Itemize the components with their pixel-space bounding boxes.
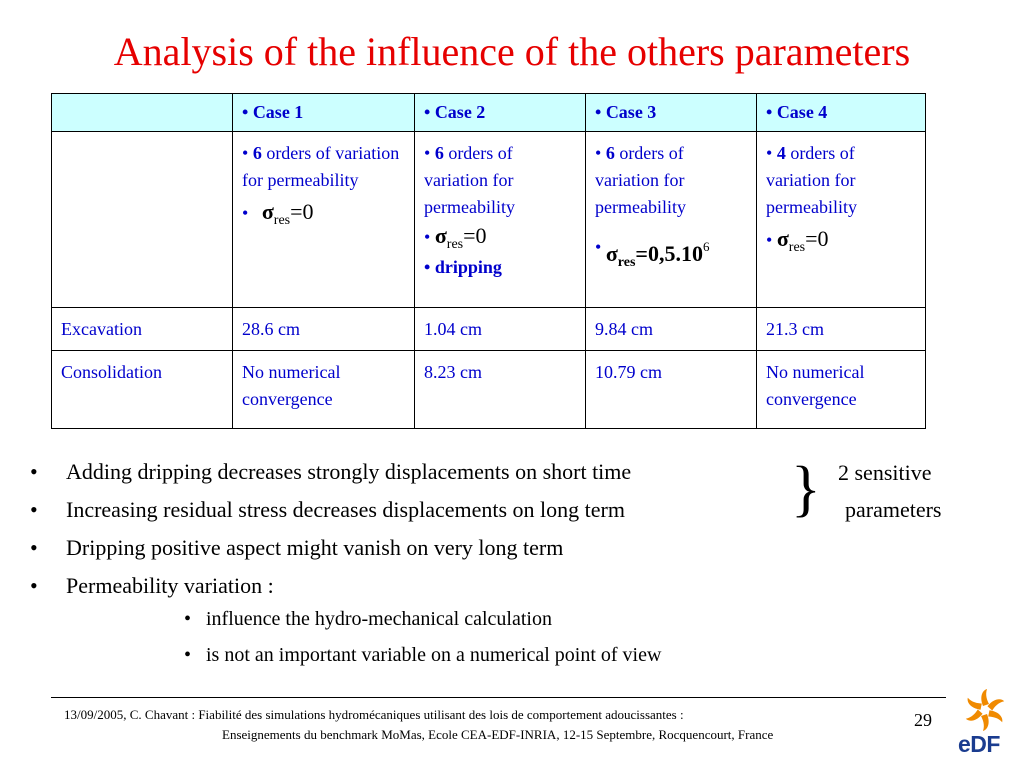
consolidation-case-2: 8.23 cm xyxy=(415,351,586,429)
row-label-excavation: Excavation xyxy=(52,308,233,351)
excavation-case-2: 1.04 cm xyxy=(415,308,586,351)
sensitive-note-line-2: parameters xyxy=(845,497,942,522)
edf-logo-text: eDF xyxy=(958,731,1000,757)
header-case-4: • Case 4 xyxy=(757,94,926,132)
param-case-1: • 6 orders of variation for permeability • $\sigma_{res}=0$ xyxy=(233,132,415,308)
sigma-res-case-1: $\sigma_{res}=0$ xyxy=(261,199,314,228)
dripping-label: dripping xyxy=(434,257,502,277)
row-label-consolidation: Consolidation xyxy=(52,351,233,429)
consolidation-case-3: 10.79 cm xyxy=(586,351,757,429)
sigma-res-case-2: $\sigma_{res}=0$ xyxy=(434,223,487,252)
footer-line-1: 13/09/2005, C. Chavant : Fiabilité des simulations hydromécaniques utilisant des lois de comportement adoucissantes : xyxy=(64,707,684,722)
page-number: 29 xyxy=(914,710,932,730)
table-row-parameters xyxy=(52,132,926,308)
excavation-case-3: 9.84 cm xyxy=(586,308,757,351)
sigma-res-case-3: $\sigma_{res}=0,5.10^6$ xyxy=(605,239,710,270)
excavation-case-1: 28.6 cm xyxy=(233,308,415,351)
param-label-empty xyxy=(52,132,233,308)
table-row-excavation xyxy=(52,308,926,351)
sigma-res-case-4: $\sigma_{res}=0$ xyxy=(776,226,829,255)
consolidation-case-4: No numerical convergence xyxy=(757,351,926,429)
excavation-case-4: 21.3 cm xyxy=(757,308,926,351)
sensitive-note-line-1: 2 sensitive xyxy=(838,460,932,485)
param-case-2: • 6 orders of variation for permeability • $\sigma_{res}=0$ • dripping xyxy=(415,132,586,308)
table-header-row xyxy=(52,94,926,132)
header-case-3: • Case 3 xyxy=(586,94,757,132)
curly-brace: } xyxy=(791,455,821,523)
param-case-3: • 6 orders of variation for permeability • $\sigma_{res}=0,5.10^6$ xyxy=(586,132,757,308)
footer-line-2: Enseignements du benchmark MoMas, Ecole CEA-EDF-INRIA, 12-15 Septembre, Rocquencourt, France xyxy=(222,727,774,742)
header-cell-empty xyxy=(52,94,233,132)
table-row-consolidation xyxy=(52,351,926,429)
header-case-1: • Case 1 xyxy=(233,94,415,132)
footer-divider xyxy=(51,697,946,698)
consolidation-case-1: No numerical convergence xyxy=(233,351,415,429)
param-case-4: • 4 orders of variation for permeability • $\sigma_{res}=0$ xyxy=(757,132,926,308)
slide-title: Analysis of the influence of the others parameters xyxy=(113,29,911,74)
cases-table xyxy=(51,93,926,429)
header-case-2: • Case 2 xyxy=(415,94,586,132)
